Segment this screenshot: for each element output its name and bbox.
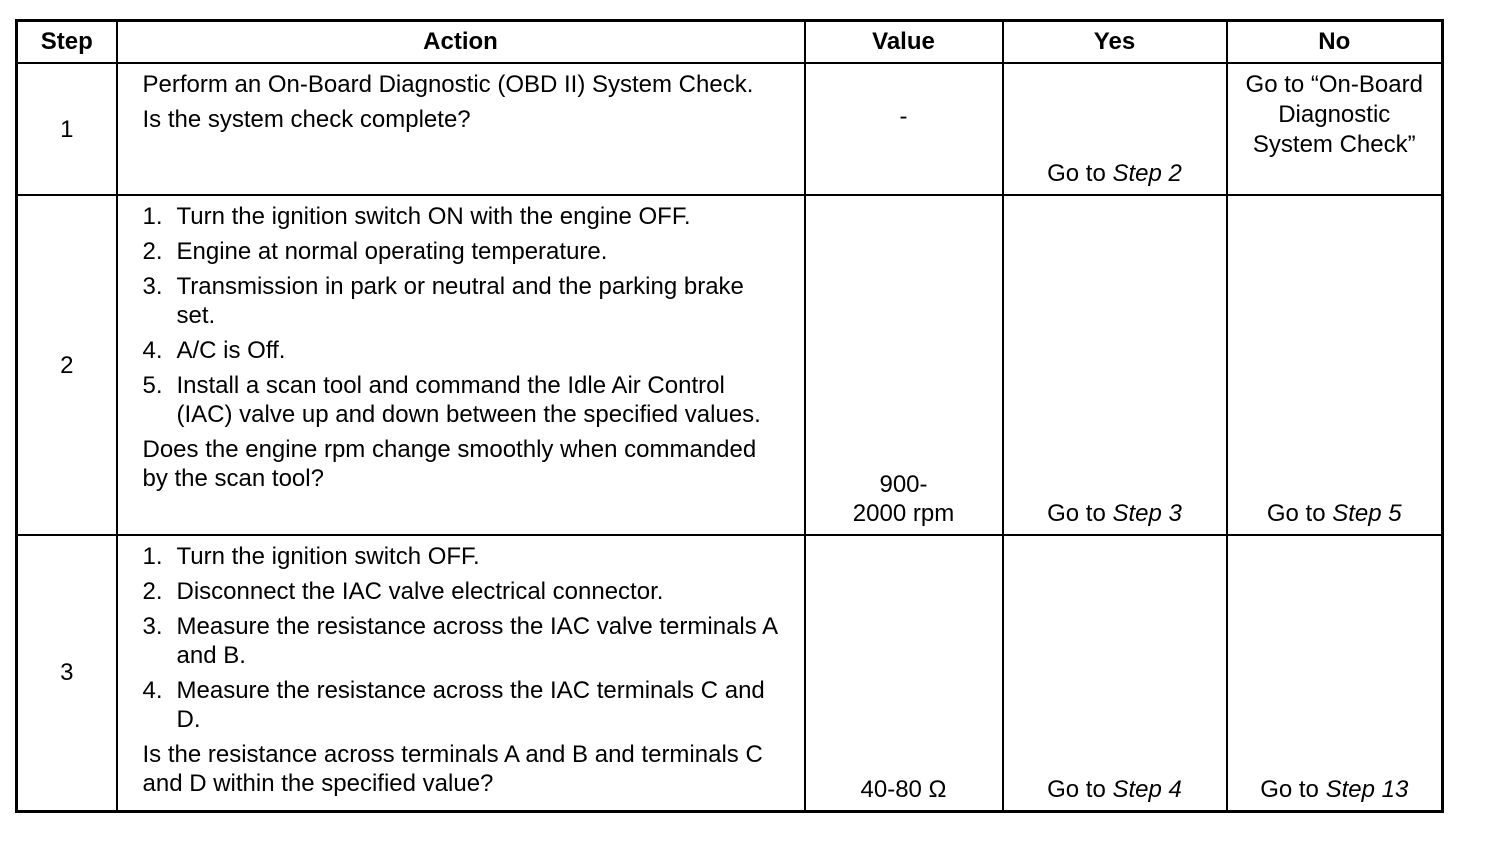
yes-link[interactable]: Step 4 — [1112, 775, 1182, 803]
no-prefix: Go to — [1260, 775, 1326, 803]
list-item: 1. Turn the ignition switch ON with the engine OFF. — [142, 203, 691, 230]
no-text[interactable]: Go to “On-Board Diagnostic System Check” — [1245, 71, 1423, 158]
header-no: No — [1227, 21, 1443, 64]
list-item: 2. Disconnect the IAC valve electrical connector. — [142, 578, 664, 605]
yes-link[interactable]: Step 2 — [1112, 160, 1182, 187]
no-prefix: Go to — [1266, 500, 1333, 527]
list-item: 3. Measure the resistance across the IAC valve terminals A and B. — [142, 613, 777, 669]
list-item: 1. Turn the ignition switch OFF. — [142, 543, 480, 570]
yes-prefix: Go to — [1047, 160, 1113, 187]
step-number: 1 — [17, 63, 117, 195]
value-line-1: 900- — [879, 471, 928, 498]
value-cell — [805, 63, 1003, 195]
header-row — [17, 21, 1443, 64]
header-step: Step — [17, 21, 117, 64]
list-item: 5. Install a scan tool and command the Idle Air Control (IAC) valve up and down between the specified values. — [142, 372, 761, 428]
table-row — [17, 63, 1443, 195]
value-text: - — [899, 103, 908, 130]
header-value: Value — [805, 21, 1003, 64]
yes-cell — [1003, 63, 1227, 195]
action-cell — [117, 63, 805, 195]
list-item: 2. Engine at normal operating temperature. — [142, 238, 608, 265]
no-link[interactable]: Step 5 — [1332, 500, 1402, 527]
value-cell — [805, 195, 1003, 535]
no-cell — [1227, 535, 1443, 811]
list-item: 4. Measure the resistance across the IAC terminals C and D. — [142, 677, 765, 733]
table-row — [17, 535, 1443, 811]
yes-cell — [1003, 535, 1227, 811]
no-cell — [1227, 63, 1443, 195]
header-yes: Yes — [1003, 21, 1227, 64]
yes-prefix: Go to — [1047, 500, 1113, 527]
action-question: Does the engine rpm change smoothly when commanded by the scan tool? — [142, 436, 757, 492]
yes-link[interactable]: Step 3 — [1112, 500, 1182, 527]
value-line-2: 2000 rpm — [852, 500, 955, 527]
list-item: 3. Transmission in park or neutral and the parking brake set. — [142, 273, 744, 329]
step-list — [143, 542, 784, 734]
action-question: Is the system check complete? — [142, 106, 471, 133]
list-item: 4. A/C is Off. — [142, 337, 286, 364]
diagnostic-table — [15, 19, 1444, 813]
step-list — [143, 202, 784, 429]
action-question: Is the resistance across terminals A and B and terminals C and D within the specified value? — [142, 741, 763, 797]
action-intro: Perform an On-Board Diagnostic (OBD II) System Check. — [142, 71, 754, 98]
action-cell — [117, 535, 805, 811]
yes-cell — [1003, 195, 1227, 535]
yes-prefix: Go to — [1047, 775, 1113, 803]
table-row — [17, 195, 1443, 535]
step-number: 3 — [17, 535, 117, 811]
no-link[interactable]: Step 13 — [1325, 775, 1409, 803]
value-text: 40-80 Ω — [860, 775, 947, 803]
header-action: Action — [117, 21, 805, 64]
step-number: 2 — [17, 195, 117, 535]
no-cell — [1227, 195, 1443, 535]
action-cell — [117, 195, 805, 535]
value-cell — [805, 535, 1003, 811]
